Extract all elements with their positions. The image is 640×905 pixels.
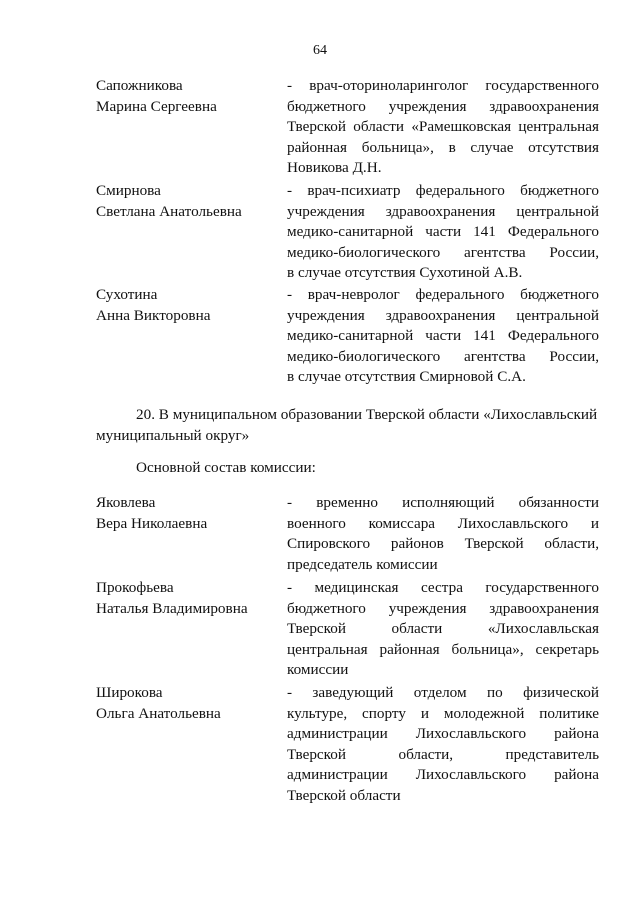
member-surname: Прокофьева [96, 579, 174, 596]
member-given-names: Анна Викторовна [96, 306, 211, 324]
position-line: комиссии [287, 661, 349, 678]
position-line: Спировского районов Тверской области, [287, 535, 599, 552]
member-surname: Яковлева [96, 494, 156, 511]
position-line: медико-биологического агентства России, [287, 347, 599, 365]
position-line: в случае отсутствия Сухотиной А.В. [287, 264, 523, 281]
position-line: медико-биологического агентства России, [287, 243, 599, 261]
position-line: - временно исполняющий обязанности [287, 494, 599, 511]
member-name [96, 285, 276, 326]
position-line: - врач-оториноларинголог государственного [287, 77, 599, 94]
member-position [287, 76, 599, 179]
position-line: - врач-психиатр федерального бюджетного [287, 182, 599, 199]
member-surname: Широкова [96, 684, 163, 701]
member-surname: Сапожникова [96, 77, 183, 94]
member-given-names: Наталья Владимировна [96, 599, 248, 617]
subheading: Основной состав комиссии: [136, 459, 316, 476]
member-position [287, 181, 599, 284]
position-line: Тверской области, представитель [287, 745, 599, 763]
position-line: - врач-невролог федерального бюджетного [287, 286, 599, 303]
member-name [96, 683, 276, 724]
position-line: центральная районная больница», секретарь [287, 640, 599, 658]
position-line: в случае отсутствия Смирновой С.А. [287, 368, 526, 385]
position-line: Новикова Д.Н. [287, 159, 382, 176]
position-line: Тверской области [287, 786, 401, 804]
member-name [96, 578, 276, 619]
position-line: медико-санитарной части 141 Федерального [287, 223, 599, 240]
member-position [287, 683, 599, 806]
position-line: учреждения здравоохранения центральной [287, 202, 599, 220]
position-line: Тверской области «Рамешковская центральная [287, 118, 599, 135]
position-line: председатель комиссии [287, 555, 438, 573]
member-surname: Смирнова [96, 182, 161, 199]
position-line: районная больница», в случае отсутствия [287, 138, 599, 156]
position-line: - заведующий отделом по физической [287, 684, 599, 701]
position-line: Тверской области «Лихославльская [287, 620, 599, 637]
member-name [96, 493, 276, 534]
position-line: медико-санитарной части 141 Федерального [287, 327, 599, 344]
position-line: - медицинская сестра государственного [287, 579, 599, 596]
section-heading-line: муниципальный округ» [96, 426, 250, 444]
section-heading-line: 20. В муниципальном образовании Тверской области «Лихославльский [136, 406, 598, 423]
member-surname: Сухотина [96, 286, 158, 303]
member-position [287, 578, 599, 681]
member-name [96, 181, 276, 222]
member-given-names: Вера Николаевна [96, 514, 208, 532]
member-position [287, 493, 599, 575]
member-given-names: Ольга Анатольевна [96, 704, 221, 722]
member-position [287, 285, 599, 388]
position-line: бюджетного учреждения здравоохранения [287, 97, 599, 115]
position-line: администрации Лихославльского района [287, 725, 599, 742]
position-line: администрации Лихославльского района [287, 766, 599, 783]
position-line: бюджетного учреждения здравоохранения [287, 599, 599, 617]
member-given-names: Светлана Анатольевна [96, 202, 242, 220]
member-given-names: Марина Сергеевна [96, 97, 217, 115]
member-name [96, 76, 276, 117]
section-heading [96, 405, 599, 446]
position-line: военного комиссара Лихославльского и [287, 514, 599, 532]
position-line: культуре, спорту и молодежной политике [287, 704, 599, 722]
page-number: 64 [313, 43, 327, 58]
position-line: учреждения здравоохранения центральной [287, 306, 599, 324]
